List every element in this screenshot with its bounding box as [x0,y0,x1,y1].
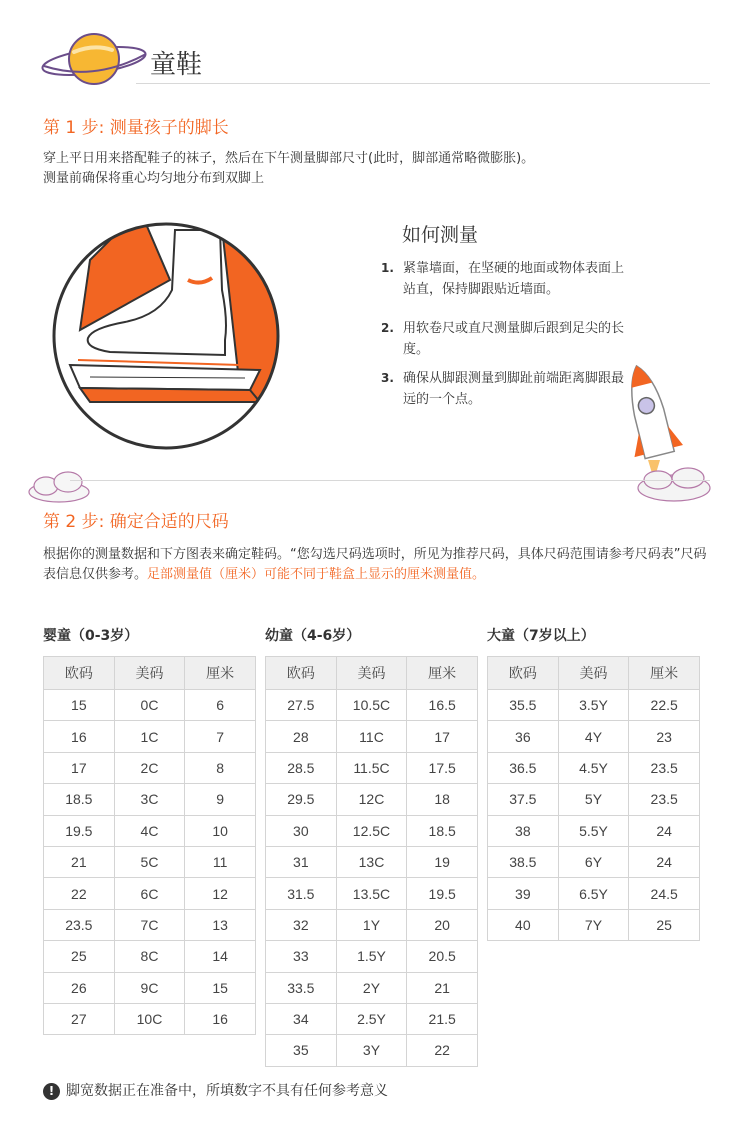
table-body [44,690,256,1035]
page-title: 童鞋 [150,50,203,80]
cell-eu-size: 37.5 [488,784,559,815]
cell-cm: 18.5 [407,815,478,846]
step1-line1: 穿上平日用来搭配鞋子的袜子，然后在下午测量脚部尺寸(此时，脚部通常略微膨胀)。 [43,151,535,166]
howto-step-number: 1. [381,261,394,275]
cell-us-size: 9C [114,972,185,1003]
table-row [44,752,256,783]
column-header-us: 美码 [114,657,185,690]
cell-eu-size: 33.5 [266,972,337,1003]
cell-cm: 23 [629,721,700,752]
cell-eu-size: 18.5 [44,784,115,815]
cell-cm: 6 [185,690,256,721]
cell-us-size: 4C [114,815,185,846]
table-row [44,909,256,940]
table-row [44,815,256,846]
table-row [266,1003,478,1034]
column-header-eu: 欧码 [488,657,559,690]
howto-step-text: 确保从脚跟测量到脚趾前端距离脚跟最远的一个点。 [403,371,625,407]
cell-us-size: 2.5Y [336,1003,407,1034]
step1-description [43,149,713,189]
cell-eu-size: 33 [266,941,337,972]
cell-cm: 20.5 [407,941,478,972]
cloud-icon [24,468,94,504]
cell-eu-size: 36 [488,721,559,752]
cell-eu-size: 34 [266,1003,337,1034]
cell-eu-size: 26 [44,972,115,1003]
cell-eu-size: 35.5 [488,690,559,721]
cell-us-size: 5C [114,846,185,877]
table-row [266,721,478,752]
table-row [488,752,700,783]
cell-us-size: 5.5Y [558,815,629,846]
cell-us-size: 11C [336,721,407,752]
cell-cm: 22 [407,1035,478,1066]
howto-step-text: 紧靠墙面，在坚硬的地面或物体表面上站直，保持脚跟贴近墙面。 [403,261,625,297]
cell-eu-size: 15 [44,690,115,721]
step2-title: 第 2 步: 确定合适的尺码 [43,512,229,532]
howto-title: 如何测量 [402,224,479,246]
table-title: 大童（7岁以上） [487,628,595,644]
cell-us-size: 7Y [558,909,629,940]
cell-cm: 11 [185,846,256,877]
cell-cm: 22.5 [629,690,700,721]
cell-cm: 24 [629,815,700,846]
size-table-kid [265,624,478,1067]
table-row [488,815,700,846]
cell-cm: 24.5 [629,878,700,909]
rocket-icon [628,360,712,506]
column-header-cm: 厘米 [407,657,478,690]
table-row [266,909,478,940]
footnote-text: 脚宽数据正在准备中，所填数字不具有任何参考意义 [66,1083,388,1099]
table-row [44,784,256,815]
cell-cm: 15 [185,972,256,1003]
table-header-row [488,657,700,690]
table-row [44,721,256,752]
cell-cm: 14 [185,941,256,972]
cell-eu-size: 31.5 [266,878,337,909]
cell-us-size: 8C [114,941,185,972]
table-row [266,972,478,1003]
table-row [266,941,478,972]
cell-eu-size: 17 [44,752,115,783]
step2-highlight-text: 足部测量值（厘米）可能不同于鞋盒上显示的厘米测量值。 [147,567,486,582]
cell-eu-size: 23.5 [44,909,115,940]
cell-us-size: 5Y [558,784,629,815]
step1-line2: 测量前确保将重心均匀地分布到双脚上 [43,171,265,186]
table-row [488,909,700,940]
step2-text: 根据你的测量数据和下方图表来确定鞋码。“您勾选尺码选项时，所见为推荐尺码，具体尺码范围请参考尺码表”尺码表信息仅供参考。 [43,547,707,582]
cell-cm: 20 [407,909,478,940]
table-row [488,784,700,815]
table-row [44,972,256,1003]
howto-step-number: 2. [381,321,394,335]
cell-eu-size: 32 [266,909,337,940]
cell-cm: 17 [407,721,478,752]
step2-description [43,545,713,585]
cell-cm: 16.5 [407,690,478,721]
cell-eu-size: 38 [488,815,559,846]
cell-us-size: 6Y [558,846,629,877]
cell-us-size: 3.5Y [558,690,629,721]
size-table-big [487,624,700,941]
cell-eu-size: 30 [266,815,337,846]
cell-eu-size: 28 [266,721,337,752]
table-header-row [44,657,256,690]
column-header-eu: 欧码 [44,657,115,690]
cell-cm: 16 [185,1003,256,1034]
table-row [266,846,478,877]
cell-eu-size: 27 [44,1003,115,1034]
column-header-cm: 厘米 [185,657,256,690]
table-row [44,846,256,877]
size-table-infant [43,624,256,1035]
table-row [266,1035,478,1066]
cell-cm: 23.5 [629,752,700,783]
cell-eu-size: 31 [266,846,337,877]
cell-eu-size: 35 [266,1035,337,1066]
cell-eu-size: 25 [44,941,115,972]
howto-step-text: 用软卷尺或直尺测量脚后跟到足尖的长度。 [403,321,625,357]
cell-us-size: 3Y [336,1035,407,1066]
column-header-us: 美码 [336,657,407,690]
cell-us-size: 13.5C [336,878,407,909]
size-table [487,656,700,941]
cell-cm: 12 [185,878,256,909]
table-row [488,846,700,877]
cell-us-size: 1.5Y [336,941,407,972]
cell-us-size: 7C [114,909,185,940]
table-row [488,690,700,721]
footnote [43,1081,388,1101]
cell-eu-size: 16 [44,721,115,752]
cell-eu-size: 38.5 [488,846,559,877]
cell-cm: 25 [629,909,700,940]
cell-cm: 13 [185,909,256,940]
cell-cm: 23.5 [629,784,700,815]
cell-us-size: 10.5C [336,690,407,721]
cell-eu-size: 40 [488,909,559,940]
table-row [266,878,478,909]
section-divider [70,480,710,481]
cell-us-size: 10C [114,1003,185,1034]
column-header-us: 美码 [558,657,629,690]
cell-cm: 10 [185,815,256,846]
cell-cm: 8 [185,752,256,783]
table-row [44,941,256,972]
cell-cm: 7 [185,721,256,752]
table-row [488,878,700,909]
table-body [488,690,700,941]
cell-cm: 17.5 [407,752,478,783]
cell-eu-size: 29.5 [266,784,337,815]
cell-eu-size: 19.5 [44,815,115,846]
table-row [266,690,478,721]
howto-step-3 [381,368,631,410]
table-row [266,784,478,815]
table-row [266,752,478,783]
cell-us-size: 4.5Y [558,752,629,783]
cell-us-size: 4Y [558,721,629,752]
planet-icon [40,30,150,88]
howto-step-number: 3. [381,371,394,385]
table-title: 幼童（4-6岁） [265,628,361,644]
cell-us-size: 13C [336,846,407,877]
cell-eu-size: 21 [44,846,115,877]
howto-step-2 [381,318,631,360]
cell-cm: 21 [407,972,478,1003]
cell-cm: 21.5 [407,1003,478,1034]
howto-step-1 [381,258,631,300]
cell-us-size: 2C [114,752,185,783]
cell-eu-size: 27.5 [266,690,337,721]
cell-eu-size: 39 [488,878,559,909]
cell-us-size: 6.5Y [558,878,629,909]
cell-cm: 18 [407,784,478,815]
table-title: 婴童（0-3岁） [43,628,139,644]
exclamation-icon: ! [43,1083,60,1100]
table-header-row [266,657,478,690]
column-header-cm: 厘米 [629,657,700,690]
cell-us-size: 0C [114,690,185,721]
cell-eu-size: 28.5 [266,752,337,783]
cell-eu-size: 22 [44,878,115,909]
table-row [44,878,256,909]
table-row [488,721,700,752]
cell-us-size: 2Y [336,972,407,1003]
cell-cm: 19 [407,846,478,877]
cell-us-size: 12.5C [336,815,407,846]
table-row [266,815,478,846]
cell-us-size: 3C [114,784,185,815]
cell-us-size: 6C [114,878,185,909]
page-header [40,30,710,88]
column-header-eu: 欧码 [266,657,337,690]
table-body [266,690,478,1067]
foot-measure-illustration [50,220,282,452]
table-row [44,1003,256,1034]
size-table [265,656,478,1067]
size-table [43,656,256,1035]
cell-us-size: 1Y [336,909,407,940]
cell-eu-size: 36.5 [488,752,559,783]
cell-cm: 24 [629,846,700,877]
cell-us-size: 11.5C [336,752,407,783]
cell-us-size: 1C [114,721,185,752]
table-row [44,690,256,721]
step1-title: 第 1 步: 测量孩子的脚长 [43,118,229,138]
cell-us-size: 12C [336,784,407,815]
header-divider [136,83,710,84]
cell-cm: 19.5 [407,878,478,909]
cell-cm: 9 [185,784,256,815]
